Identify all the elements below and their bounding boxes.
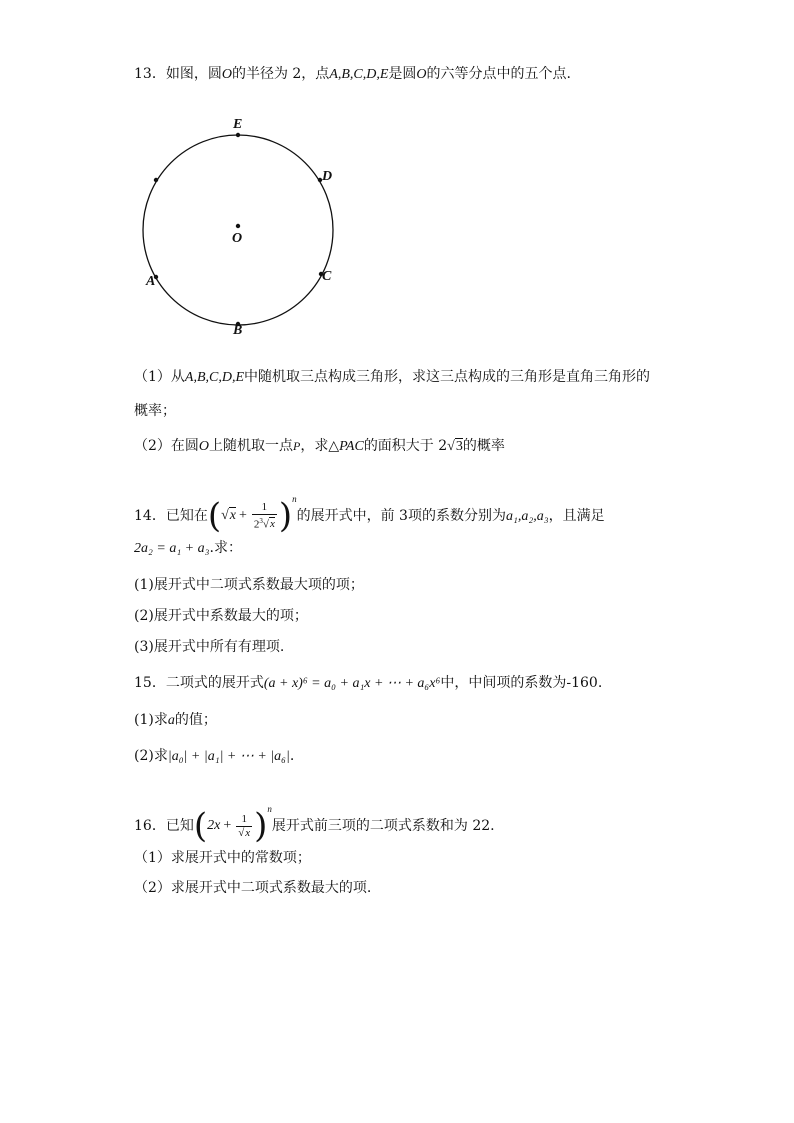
q13-intro-suffix: 的六等分点中的五个点.	[426, 66, 571, 82]
q14-coeffs: a₁,a₂,a₃	[505, 509, 549, 524]
q16-exp: n	[267, 804, 272, 814]
q13-p2-p: P	[293, 439, 301, 453]
q15-item1	[134, 710, 217, 731]
q13-p2-mid3: 的面积大于 2	[363, 438, 448, 454]
q13-p2-suffix: 的概率	[462, 438, 505, 454]
q13-p2-mid: 上随机取一点	[209, 438, 294, 454]
q14-intro	[134, 480, 605, 536]
q14-mid: 的展开式中，前 3项的系数分别为	[296, 508, 506, 524]
q16-prefix: 16．已知	[134, 818, 194, 834]
q14-item3: (3)展开式中所有有理项.	[134, 639, 285, 655]
q14-frac-den: $2^3√x$	[253, 516, 275, 531]
q13-p2-mid2: ，求△	[300, 438, 340, 454]
q13-p1-suffix: 中随机取三点构成三角形，求这三点构成的三角形是直角三角形的	[244, 369, 651, 385]
q14-exp: n	[292, 494, 297, 504]
q13-intro-mid2: 是圆	[388, 66, 417, 82]
q16-intro	[134, 790, 495, 845]
q13-p1-prefix: （1）从	[134, 369, 185, 385]
q14-sqrt-x: √x	[221, 508, 236, 523]
point-o	[236, 224, 240, 228]
point-unlabeled	[154, 178, 158, 182]
q14-suffix: ，且满足	[548, 508, 605, 524]
q13-intro-text: 13．如图，圆	[134, 66, 222, 82]
q13-part2	[134, 436, 505, 457]
q15-item2-suffix: .	[289, 748, 295, 764]
q13-sqrt-value: 3	[455, 439, 463, 454]
q15-item1-suffix: 的值；	[174, 712, 217, 728]
q15-item1-a: a	[167, 713, 175, 728]
label-c: C	[322, 269, 332, 284]
q14-cond-formula: 2a₂ = a₁ + a₃	[134, 541, 210, 556]
q13-part1-cont: 概率；	[134, 403, 176, 419]
q14-frac-den-coef: 2	[253, 518, 260, 531]
q13-intro-o2: O	[416, 67, 427, 82]
q13-p2-o: O	[198, 439, 210, 454]
q16-left-paren: (	[193, 806, 208, 846]
q14-frac-den-root: 3	[259, 516, 263, 525]
q16-item1: （1）求展开式中的常数项；	[134, 850, 311, 866]
q15-item2-formula: |a₀| + |a₁| + ⋯ + |a₆|	[167, 749, 290, 764]
q13-p2-pac: PAC	[339, 439, 364, 454]
label-d: D	[322, 169, 333, 184]
circle-figure	[130, 110, 350, 345]
q16-right-paren: )	[254, 806, 268, 846]
q14-sqrt-x-var: x	[229, 508, 236, 523]
q14-frac-num: 1	[252, 501, 277, 515]
q14-prefix: 14．已知在	[134, 508, 208, 524]
q15-suffix: 中，中间项的系数为-160.	[440, 675, 603, 691]
q14-item2: (2)展开式中系数最大的项；	[134, 608, 308, 624]
q16-frac-den-x: x	[245, 826, 251, 839]
q13-p1-points: A,B,C,D,E	[184, 370, 245, 385]
q16-frac-num: 1	[236, 813, 252, 827]
point-e	[236, 133, 240, 137]
q13-intro-mid: 的半径为 2，点	[231, 66, 330, 82]
q16-item2: （2）求展开式中二项式系数最大的项.	[134, 880, 372, 896]
circle-o	[143, 135, 333, 325]
q16-suffix: 展开式前三项的二项式系数和为 22.	[271, 818, 495, 834]
q15-item1-prefix: (1)求	[134, 712, 168, 728]
q14-frac-den-x: x	[269, 518, 275, 531]
q15-formula: (a + x)⁶ = a₀ + a₁x + ⋯ + a₆x⁶	[263, 676, 441, 691]
q16-frac-den: √x	[238, 826, 251, 839]
q14-right-paren: )	[278, 496, 293, 536]
label-a: A	[146, 274, 156, 289]
label-o: O	[232, 231, 243, 246]
q13-sqrt-symbol: √	[447, 439, 455, 454]
q13-intro	[134, 64, 571, 85]
q14-plus: +	[239, 508, 247, 523]
q14-cond-suffix: .求：	[209, 540, 242, 556]
q16-fraction	[236, 813, 252, 840]
q14-left-paren: (	[207, 496, 222, 536]
q15-prefix: 15．二项式的展开式	[134, 675, 264, 691]
q16-term: 2x	[207, 818, 221, 833]
q13-part1	[134, 367, 650, 388]
q16-plus: +	[223, 818, 232, 833]
q14-fraction	[252, 501, 277, 532]
label-e: E	[233, 117, 243, 132]
q15-intro	[134, 673, 602, 694]
q13-p2-prefix: （2）在圆	[134, 438, 199, 454]
q15-item2	[134, 746, 294, 767]
q15-item2-prefix: (2)求	[134, 748, 168, 764]
q14-item1: (1)展开式中二项式系数最大项的项；	[134, 577, 364, 593]
q14-cond	[134, 538, 242, 559]
q13-intro-points: A,B,C,D,E	[329, 67, 389, 82]
label-b: B	[233, 323, 243, 338]
q13-intro-o: O	[221, 67, 232, 82]
